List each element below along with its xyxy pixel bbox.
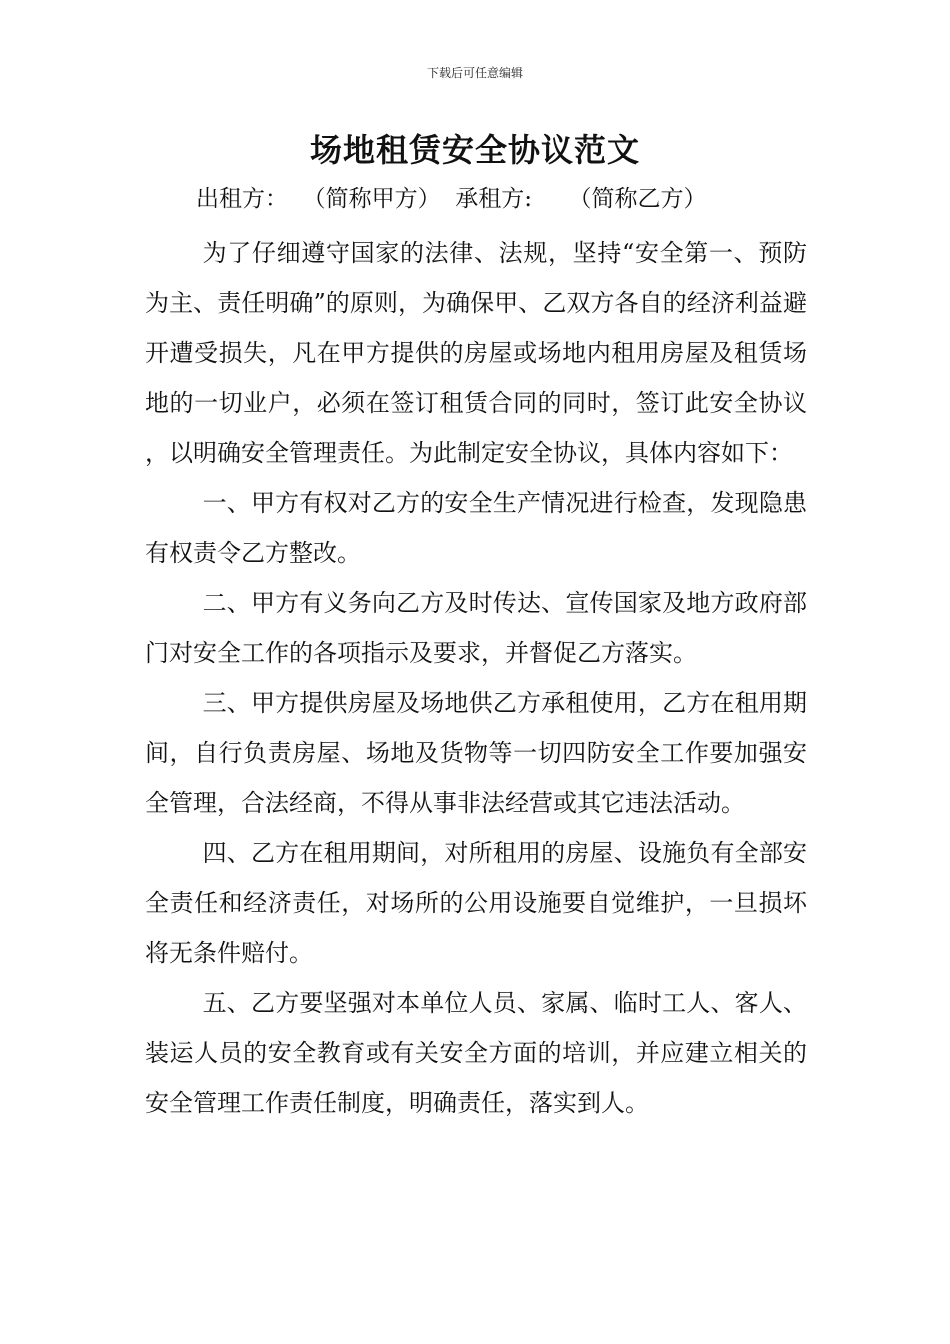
paragraph-clause-1: 一、甲方有权对乙方的安全生产情况进行检查，发现隐患有权责令乙方整改。 bbox=[145, 489, 807, 567]
paragraph-clause-5: 五、乙方要坚强对本单位人员、家属、临时工人、客人、装运人员的安全教育或有关安全方面的培训，并应建立相关的安全管理工作责任制度，明确责任，落实到人。 bbox=[145, 989, 807, 1117]
parties-line: 出租方： （简称甲方） 承租方: （简称乙方） bbox=[196, 186, 707, 212]
document-body bbox=[145, 228, 807, 1128]
header-note: 下载后可任意编辑 bbox=[426, 66, 523, 80]
paragraph-intro: 为了仔细遵守国家的法律、法规，坚持“安全第一、预防为主、责任明确”的原则，为确保甲、乙双方各自的经济利益避开遭受损失，凡在甲方提供的房屋或场地内租用房屋及租赁场地的一切业户，必须在签订租赁合同的同时，签订此安全协议，以明确安全管理责任。为此制定安全协议，具体内容如下： bbox=[145, 239, 807, 467]
paragraph-clause-3: 三、甲方提供房屋及场地供乙方承租使用，乙方在租用期间，自行负责房屋、场地及货物等一切四防安全工作要加强安全管理，合法经商，不得从事非法经营或其它违法活动。 bbox=[145, 689, 807, 817]
paragraph-clause-4: 四、乙方在租用期间，对所租用的房屋、设施负有全部安全责任和经济责任，对场所的公用设施要自觉维护，一旦损坏将无条件赔付。 bbox=[145, 839, 807, 967]
paragraph-clause-2: 二、甲方有义务向乙方及时传达、宣传国家及地方政府部门对安全工作的各项指示及要求，并督促乙方落实。 bbox=[145, 589, 807, 667]
document-title: 场地租赁安全协议范文 bbox=[309, 131, 640, 169]
